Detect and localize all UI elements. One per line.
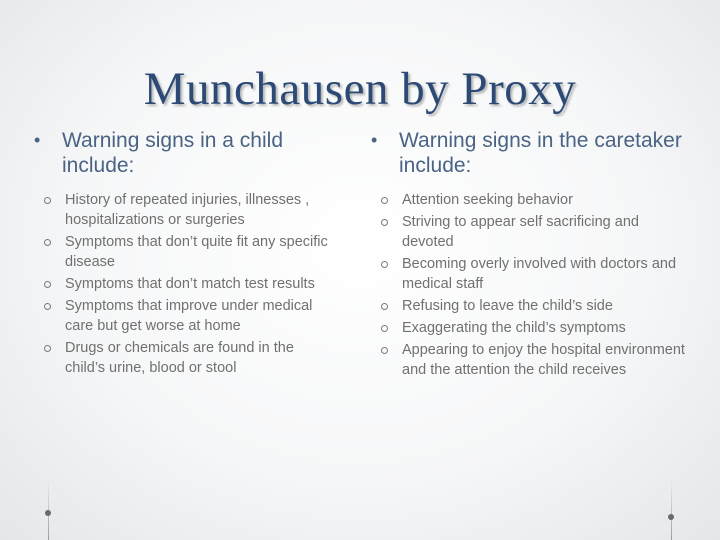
left-heading <box>30 128 330 178</box>
list-item <box>30 296 330 336</box>
list-item-text: Attention seeking behavior <box>402 192 573 208</box>
list-item <box>30 190 330 230</box>
list-item <box>367 190 687 210</box>
list-item-text: Symptoms that don’t match test results <box>65 276 315 292</box>
list-item-text: Symptoms that don’t quite fit any specific disease <box>65 234 328 270</box>
bullet-icon: • <box>371 130 378 150</box>
right-column <box>367 128 687 382</box>
circle-bullet-icon <box>381 325 388 332</box>
list-item <box>30 274 330 294</box>
bullet-icon: • <box>34 130 41 150</box>
left-column <box>30 128 330 380</box>
list-item <box>30 338 330 378</box>
list-item <box>30 232 330 272</box>
decorative-line <box>671 480 672 540</box>
list-item <box>367 296 687 316</box>
list-item <box>367 340 687 380</box>
right-list <box>367 190 687 380</box>
left-list <box>30 190 330 378</box>
decorative-dot-icon <box>668 514 674 520</box>
circle-bullet-icon <box>381 303 388 310</box>
circle-bullet-icon <box>381 261 388 268</box>
circle-bullet-icon <box>44 197 51 204</box>
list-item-text: Becoming overly involved with doctors and medical staff <box>402 256 677 292</box>
list-item-text: Appearing to enjoy the hospital environment and the attention the child receives <box>402 342 685 378</box>
circle-bullet-icon <box>44 345 51 352</box>
list-item-text: Refusing to leave the child’s side <box>402 298 613 314</box>
list-item <box>367 254 687 294</box>
right-heading <box>367 128 687 178</box>
list-item <box>367 212 687 252</box>
circle-bullet-icon <box>44 281 51 288</box>
list-item-text: Exaggerating the child’s symptoms <box>402 320 626 336</box>
left-heading-text: Warning signs in a child include: <box>62 129 283 177</box>
list-item <box>367 318 687 338</box>
list-item-text: Striving to appear self sacrificing and devoted <box>402 214 639 250</box>
circle-bullet-icon <box>44 239 51 246</box>
circle-bullet-icon <box>381 347 388 354</box>
list-item-text: Drugs or chemicals are found in the child’s urine, blood or stool <box>65 340 294 376</box>
circle-bullet-icon <box>44 303 51 310</box>
circle-bullet-icon <box>381 219 388 226</box>
slide-title: Munchausen by Proxy <box>143 63 577 115</box>
circle-bullet-icon <box>381 197 388 204</box>
list-item-text: Symptoms that improve under medical care but get worse at home <box>65 298 313 334</box>
list-item-text: History of repeated injuries, illnesses , hospitalizations or surgeries <box>65 192 310 228</box>
right-heading-text: Warning signs in the caretaker include: <box>399 129 682 177</box>
decorative-dot-icon <box>45 510 51 516</box>
